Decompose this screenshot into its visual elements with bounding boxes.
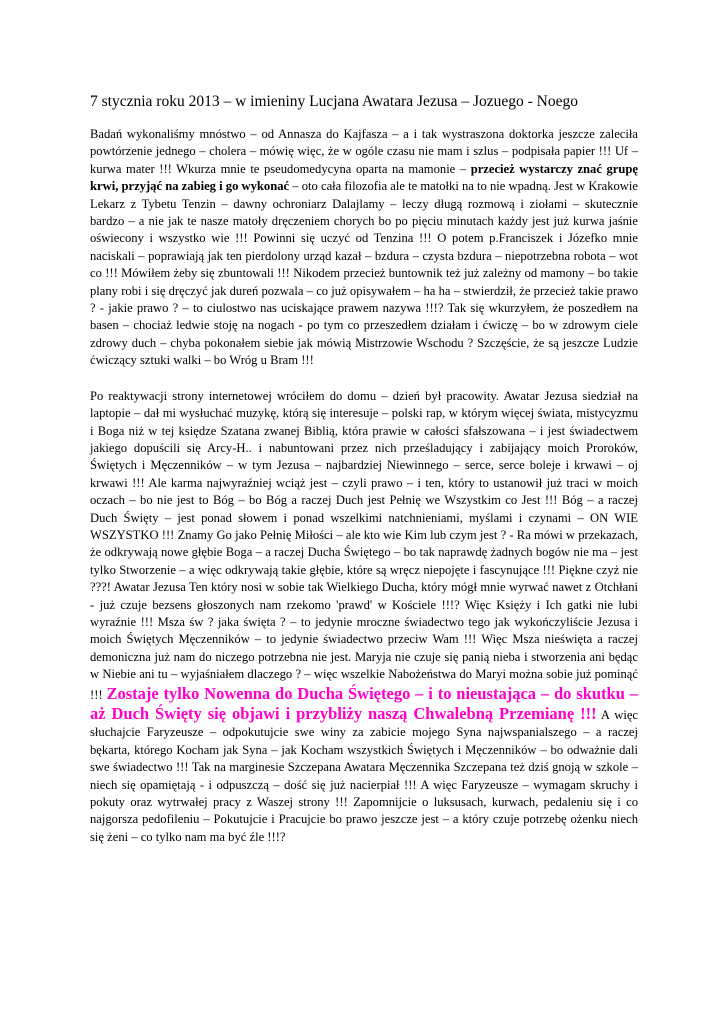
document-title: 7 stycznia roku 2013 – w imieniny Lucjana Awatara Jezusa – Jozuego - Noego [90, 93, 578, 110]
paragraph-2 [90, 388, 638, 847]
paragraph-1 [90, 126, 638, 370]
paragraph-1-bold-text: przecież wystarczy znać grupę krwi, przyjąć na zabieg i go wykonać [90, 161, 638, 194]
paragraph-1-text-a: Badań wykonaliśmy mnóstwo – od Annasza do Kajfasza – a i tak wystraszona doktorka jeszcze zaleciła powtórzenie jednego – cholera – mówię więc, że w ogóle czasu nie mam i szlus – podpisała papier !!! Uf – kurwa mater !!! Wkurza mnie te pseudomedycyna oparta na mamonie – [90, 127, 638, 176]
paragraph-2-text-a: Po reaktywacji strony internetowej wróciłem do domu – dzień był pracowity. Awatar Jezusa siedział na laptopie – dał mi wysłuchać muzykę, którą się interesuje – polski rap, w którym więcej świata, mistycyzmu i Boga niż w tej księdze Szatana zwanej Biblią, która prawie w całości sfałszowana – i jest świadectwem jakiego dopuścili się Arcy-H.. i nabuntowani przez nich prześladujący i zabijający moich Proroków, Świętych i Męczenników – w tym Jezusa – najbardziej Niewinnego – serce, serce boleje i krwawi – oj krwawi !!! Ale karma najwyraźniej wciąż jest – czyli prawo – i ten, który to ustanowił już traci w moich oczach – bo nie jest to Bóg – bo Bóg a raczej Duch jest Pełnię we Wszystkim co Jest !!! Bóg – a raczej Duch Święty – jest ponad słowem i ponad wszelkimi natchnieniami, myślami i czynami – ON WIE WSZYSTKO !!! Znamy Go jako Pełnię Miłości – ale kto wie Kim lub czym jest ? - Ra mówi w przekazach, że odkrywają nowe głębie Boga – a raczej Ducha Świętego – bo tak naprawdę żadnych bogów nie ma – jest tylko Stworzenie – a więc odkrywają takie głębie, które są wręcz niepojęte i fascynujące !!! Piękne czyż nie ???! Awatar Jezusa Ten który nosi w sobie tak Wielkiego Ducha, który mógł mnie wyrwać nawet z Otchłani - już czuje bezsens głoszonych nam rzekomo 'prawd' w Kościele !!!? Więc Księży i Ich gatki nie lubi wyraźnie !!! Msza św ? jaka święta ? – to jedynie mroczne świadectwo tego jak wykończyliście Jezusa i moich Świętych Męczenników – to jedynie świadectwo przeciw Wam !!! Więc Msza nieświęta a raczej demoniczna już nam do niczego potrzebna nie jest. Maryja nie czuje się panią nieba i stworzenia ani będąc w Niebie ani tu – wyjaśniałem dlaczego ? – więc wszelkie Nabożeństwa do Maryi można sobie już pominąć !!! [90, 388, 638, 702]
paragraph-2-text-b: A więc słuchajcie Faryzeusze – odpokutujcie swe winy za zabicie mojego Syna najwspanialszego – a raczej bękarta, którego Kocham jak Syna – jak Kocham wszystkich Świętych i Męczenników – bo odważnie dali swe świadectwo !!! Tak na marginesie Szczepana Awatara Męczennika Szczepana też dziś gnoją w szkole – niech się opamiętają - i odpuszczą – dość się już nacierpiał !!! A więc Faryzeusze – wymagam skruchy i pokuty oraz wytrwałej pracy z Waszej strony !!! Zapomnijcie o luksusach, kurwach, pedaleniu się i co najgorsza pedofileniu – Pokutujcie i Pracujcie bo prawo jeszcze jest – a który czuje potrzebę ożenku niech się żeni – co tylko nam ma być źle !!!? [90, 708, 638, 844]
paragraph-2-highlight-text: Zostaje tylko Nowenna do Ducha Świętego – i to nieustająca – do skutku – aż Duch Święty się objawi i przybliży naszą Chwalebną Przemianę !!! [90, 683, 639, 723]
paragraph-1-text-b: – oto cała filozofia ale te matołki na to nie wpadną. Jest w Krakowie Lekarz z Tybetu Tenzin – dawny ochroniarz Dalajlamy – leczy długą rozmową i ziołami – skutecznie bardzo – a nie jak te nasze matoły dręczeniem chorych bo po pięciu minutach każdy jest już kurwa jaśnie oświecony i wszystko wie !!! Powinni się uczyć od Tenzina !!! O potem p.Franciszek i Józefko mnie naciskali – poprawiają jak ten pierdolony urząd kazał – bzdura – czysta bzdura – niepotrzebna robota – wot co !!! Mówiłem żeby się zbuntowali !!! Nikodem przecież buntownik też już zależny od mamony – bo takie plany robi i się dręczyć jak dureń pozwala – co już opisywałem – ha ha – stwierdził, że przecież takie prawo ? - jakie prawo ? – to ciulostwo nas uciskające prawem nazywa !!!? Tak się wkurzyłem, że poszedłem na basen – chociaż ledwie stoję na nogach - po tym co przeszedłem działam i ćwiczę – bo w zdrowym ciele zdrowy duch – chyba pokonałem siebie jak mówią Mistrzowie Wschodu ? Szczęście, że są jeszcze Ludzie ćwiczący sztuki walki – bo Wróg u Bram !!! [90, 179, 638, 368]
document-page [90, 92, 638, 864]
